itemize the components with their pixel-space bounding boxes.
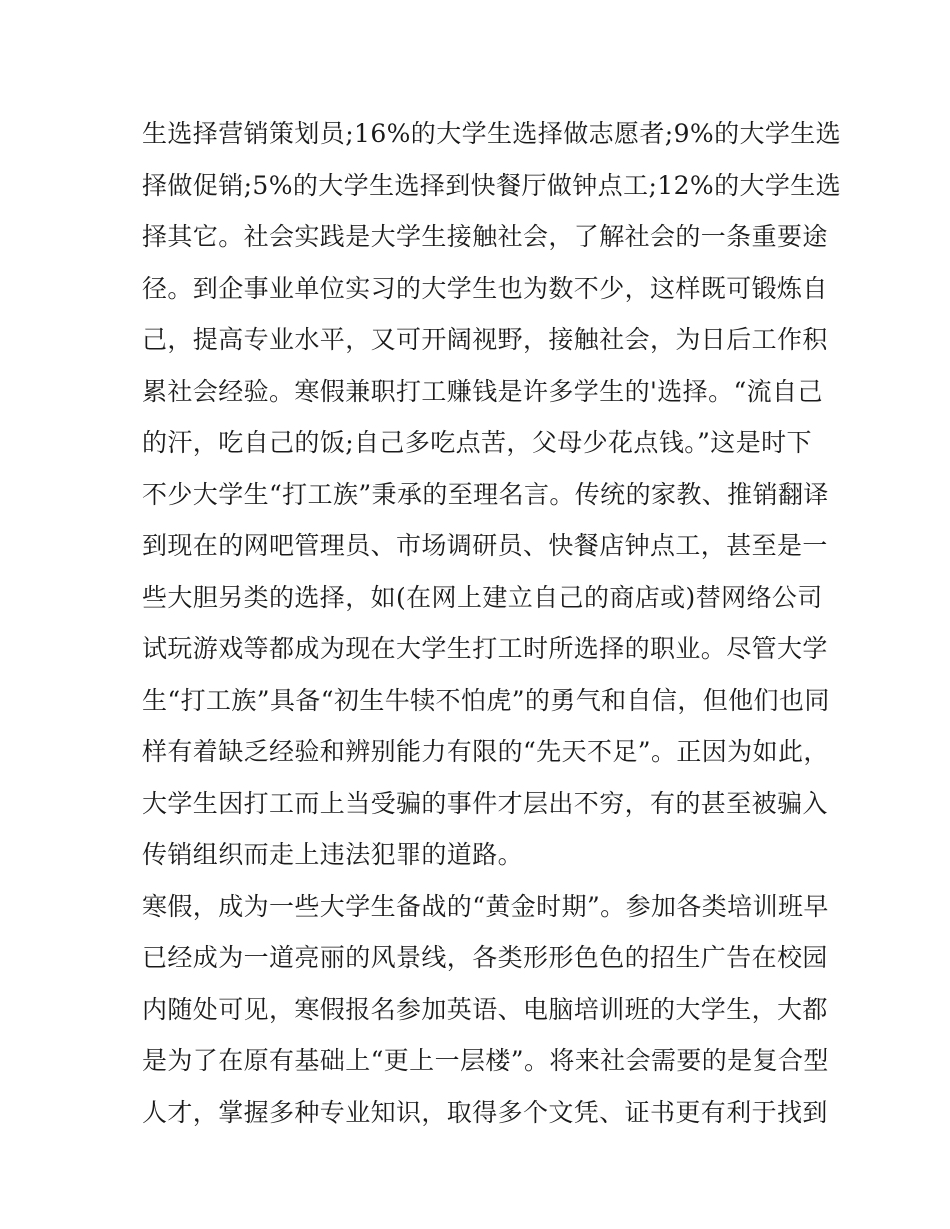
text-line: 径。到企事业单位实习的大学生也为数不少，这样既可锻炼自 <box>142 273 828 303</box>
text-line: 试玩游戏等都成为现在大学生打工时所选择的职业。尽管大学 <box>142 634 828 663</box>
text-line: 寒假，成为一些大学生备战的“黄金时期”。参加各类培训班早 <box>142 891 829 921</box>
text-line: 择其它。社会实践是大学生接触社会，了解社会的一条重要途 <box>142 222 828 251</box>
text-line: 择做促销;5%的大学生选择到快餐厅做钟点工;12%的大学生选 <box>142 170 842 200</box>
text-line: 内随处可见，寒假报名参加英语、电脑培训班的大学生，大都 <box>142 994 828 1024</box>
body-text <box>142 108 842 1138</box>
text-line: 生“打工族”具备“初生牛犊不怕虎”的勇气和自信，但他们也同 <box>142 685 830 715</box>
text-line: 累社会经验。寒假兼职打工赚钱是许多学生的'选择。“流自己 <box>142 376 823 406</box>
text-line: 己，提高专业水平，又可开阔视野，接触社会，为日后工作积 <box>142 325 828 354</box>
text-line: 大学生因打工而上当受骗的事件才层出不穷，有的甚至被骗入 <box>142 788 828 818</box>
text-line: 不少大学生“打工族”秉承的至理名言。传统的家教、推销翻译 <box>142 479 829 509</box>
text-line: 些大胆另类的选择，如(在网上建立自己的商店或)替网络公司 <box>142 582 823 612</box>
text-line: 到现在的网吧管理员、市场调研员、快餐店钟点工，甚至是一 <box>142 531 828 560</box>
text-line: 样有着缺乏经验和辨别能力有限的“先天不足”。正因为如此， <box>142 737 829 766</box>
text-line: 传销组织而走上违法犯罪的道路。 <box>142 840 524 869</box>
text-line: 已经成为一道亮丽的风景线，各类形形色色的招生广告在校园 <box>142 943 828 972</box>
text-line: 生选择营销策划员;16%的大学生选择做志愿者;9%的大学生选 <box>142 119 842 148</box>
text-line: 人才，掌握多种专业知识，取得多个文凭、证书更有利于找到 <box>142 1097 828 1127</box>
text-line: 是为了在原有基础上“更上一层楼”。将来社会需要的是复合型 <box>142 1046 829 1075</box>
text-line: 的汗，吃自己的饭;自己多吃点苦，父母少花点钱。”这是时下 <box>142 428 812 457</box>
